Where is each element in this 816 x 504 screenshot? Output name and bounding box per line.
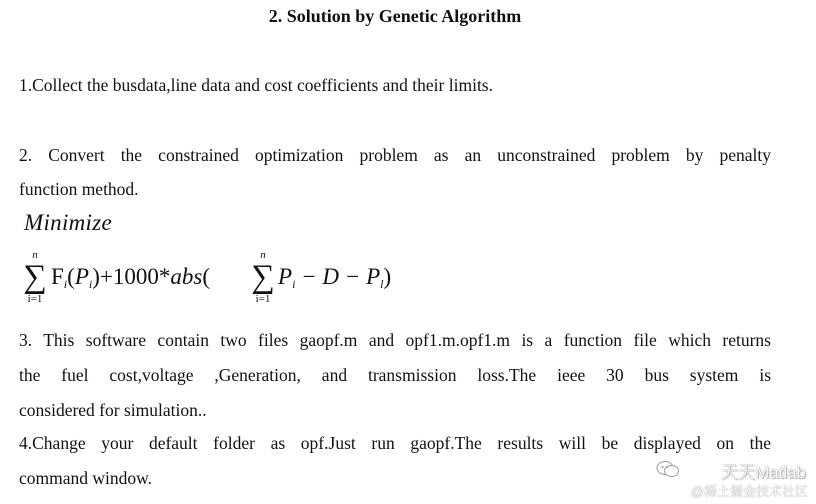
step-4-line-1: 4.Change your default folder as opf.Just run gaopf.The results will be displayed on the [19,433,771,453]
cost-function-symbol: F [51,264,64,289]
step-2-line-1: 2. Convert the constrained optimization problem as an unconstrained problem by penalty [19,145,771,165]
step-3-line-1: 3. This software contain two files gaopf.m and opf1.m.opf1.m is a function file which returns [19,330,771,350]
step-2-line-2: function method. [19,179,139,199]
watermark-account-name: 天天Matlab [720,463,806,482]
step-1-text: 1.Collect the busdata,line data and cost coefficients and their limits. [19,75,493,95]
formula-left-term: $F_i(P_i)+1000*abs$( [51,264,210,291]
power-symbol: P [74,264,89,289]
step-3-line-3: considered for simulation.. [19,400,207,420]
formula-right-term: $P_i - D - P_l$) [278,264,392,291]
summation-2 [250,250,276,305]
summation-1-upper: n [32,249,38,261]
sigma-symbol: ∑ [251,259,275,295]
loss-symbol: P [366,264,381,289]
abs-function: abs [170,264,203,289]
section-title: 2. Solution by Genetic Algorithm [268,6,522,26]
power-subscript: i [292,277,296,291]
demand-term: − D − [295,264,367,289]
power-symbol: P [278,264,293,289]
power-subscript: i [88,277,93,291]
step-4-line-2: command window. [19,468,153,488]
summation-1 [22,250,48,305]
step-3-line-2: the fuel cost,voltage ,Generation, and transmission loss.The ieee 30 bus system is [19,365,771,385]
wechat-icon [656,460,680,478]
objective-formula [20,250,440,316]
minimize-label: Minimize [24,210,112,235]
summation-2-lower: i=1 [255,293,271,305]
watermark-community: @稀土掘金技术社区 [690,484,808,499]
penalty-constant: +1000* [99,264,171,289]
summation-1-lower: i=1 [27,293,43,305]
loss-subscript: l [380,277,384,291]
summation-2-upper: n [260,249,266,261]
sigma-symbol: ∑ [23,259,47,295]
cost-function-subscript: i [63,277,68,291]
